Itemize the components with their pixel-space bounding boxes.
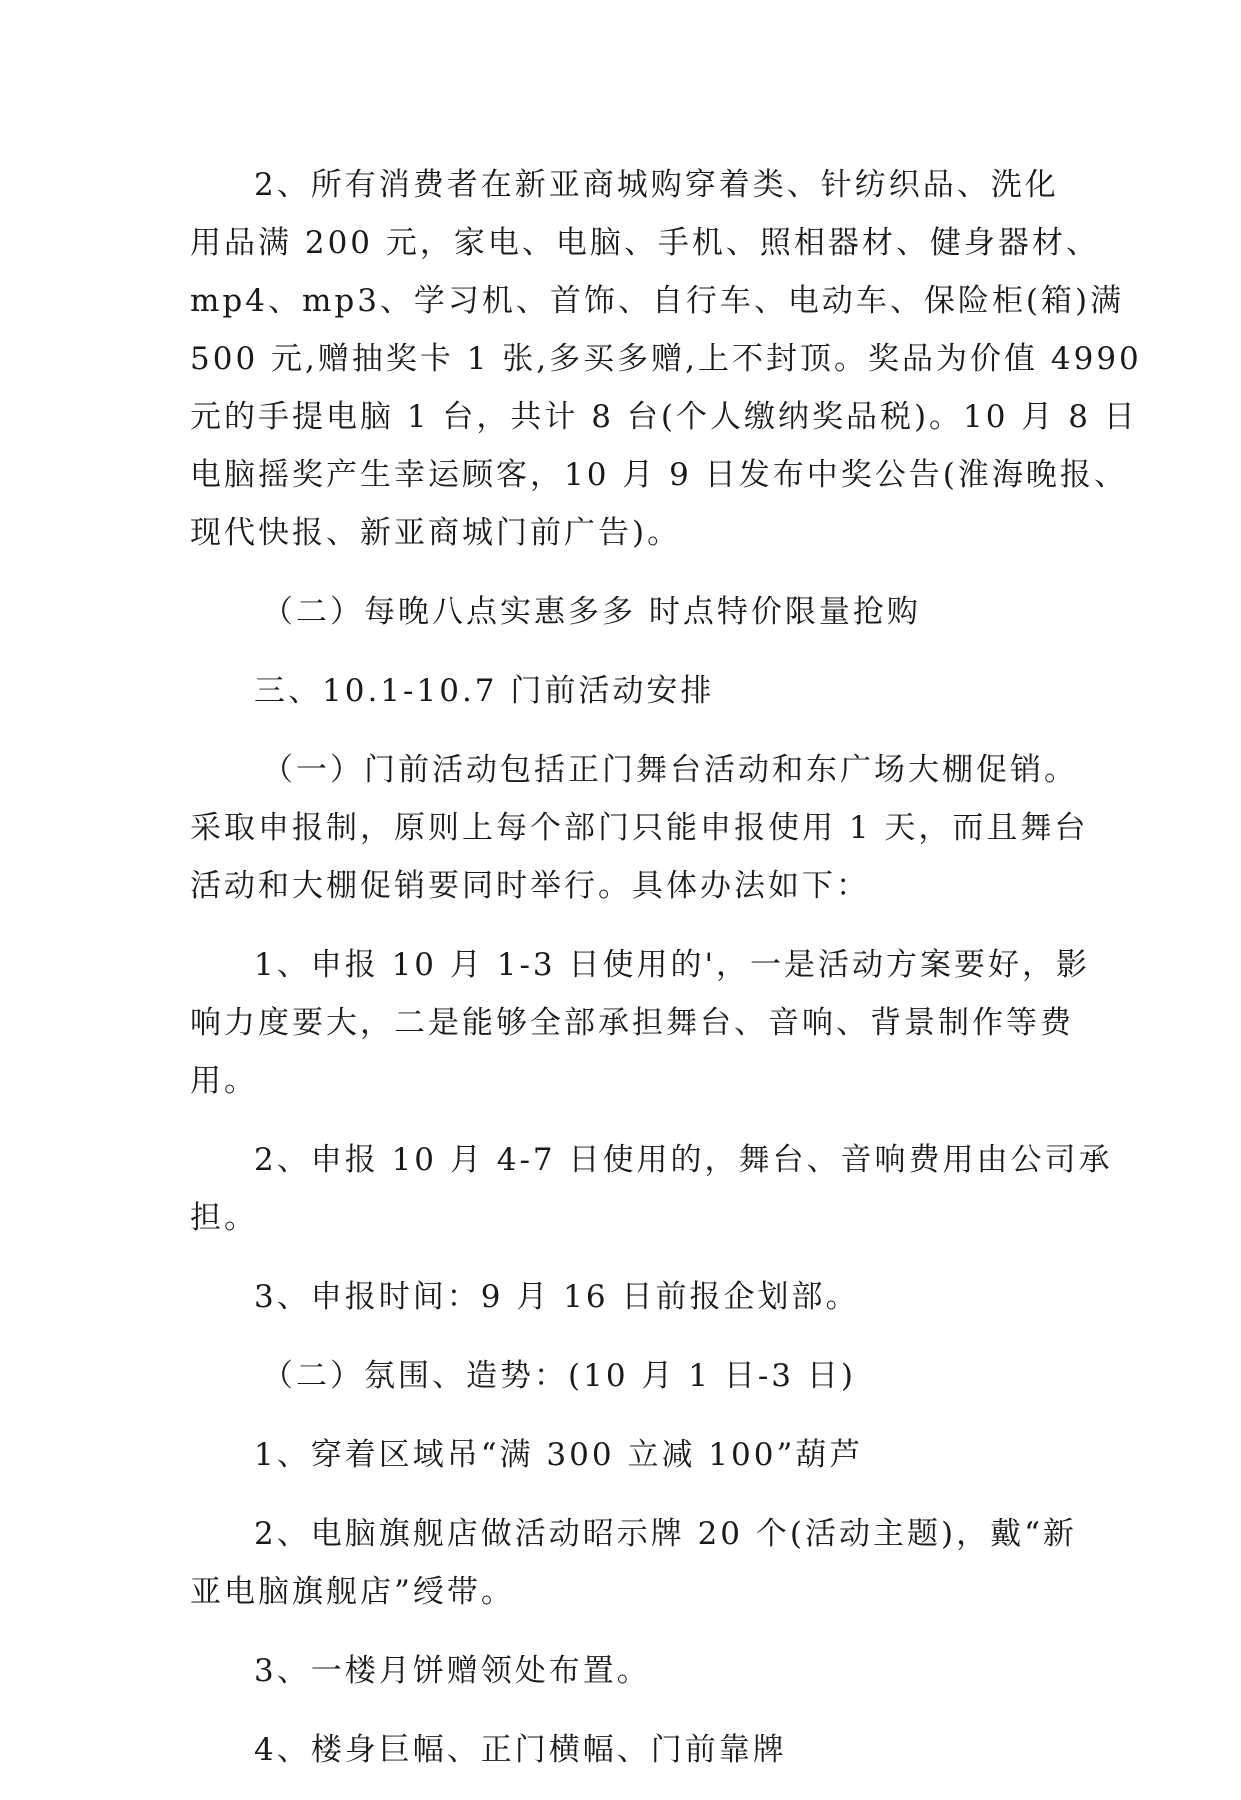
text-line: 2、所有消费者在新亚商城购穿着类、针纺织品、洗化	[254, 167, 1059, 203]
text-line: 担。	[190, 1200, 258, 1236]
paragraph-p4	[190, 741, 1089, 915]
paragraph-p7	[190, 1268, 1070, 1326]
text-line: 2、电脑旗舰店做活动昭示牌 20 个(活动主题)，戴“新	[254, 1516, 1077, 1552]
paragraph-p11	[190, 1642, 1070, 1700]
text-line: 3、一楼月饼赠领处布置。	[254, 1653, 651, 1689]
text-line: 4、楼身巨幅、正门横幅、门前靠牌	[254, 1732, 787, 1768]
paragraph-p1	[190, 156, 1142, 562]
text-line: 用品满 200 元，家电、电脑、手机、照相器材、健身器材、	[190, 225, 1100, 261]
paragraph-p2	[190, 583, 1070, 641]
text-line: （二）氛围、造势：(10 月 1 日-3 日)	[262, 1358, 856, 1394]
text-line: 三、10.1-10.7 门前活动安排	[254, 673, 715, 709]
text-line: mp4、mp3、学习机、首饰、自行车、电动车、保险柜(箱)满	[190, 283, 1125, 319]
text-line: 现代快报、新亚商城门前广告)。	[190, 515, 682, 551]
text-line: 响力度要大，二是能够全部承担舞台、音响、背景制作等费	[190, 1005, 1074, 1041]
text-line: 用。	[190, 1063, 258, 1099]
text-line: 采取申报制，原则上每个部门只能申报使用 1 天，而且舞台	[190, 810, 1089, 846]
text-line: 1、申报 10 月 1-3 日使用的'，一是活动方案要好，影	[254, 947, 1091, 983]
paragraph-p10	[190, 1505, 1077, 1621]
text-line: 1、穿着区域吊“满 300 立减 100”葫芦	[254, 1437, 864, 1473]
paragraph-p8	[190, 1347, 1070, 1405]
text-line: 活动和大棚促销要同时举行。具体办法如下：	[190, 868, 870, 904]
paragraph-p5	[190, 936, 1091, 1110]
text-line: 亚电脑旗舰店”绶带。	[190, 1574, 515, 1610]
paragraph-p9	[190, 1426, 1070, 1484]
text-line: （二）每晚八点实惠多多 时点特价限量抢购	[262, 594, 921, 630]
paragraph-p6	[190, 1131, 1113, 1247]
text-line: 元的手提电脑 1 台，共计 8 台(个人缴纳奖品税)。10 月 8 日	[190, 399, 1138, 435]
paragraph-p3	[190, 662, 1070, 720]
text-line: （一）门前活动包括正门舞台活动和东广场大棚促销。	[262, 752, 1078, 788]
text-line: 2、申报 10 月 4-7 日使用的，舞台、音响费用由公司承	[254, 1142, 1113, 1178]
text-line: 3、申报时间：9 月 16 日前报企划部。	[254, 1279, 860, 1315]
text-line: 500 元,赠抽奖卡 1 张,多买多赠,上不封顶。奖品为价值 4990	[190, 341, 1142, 377]
text-line: 电脑摇奖产生幸运顾客，10 月 9 日发布中奖公告(淮海晚报、	[190, 457, 1128, 493]
document-body	[190, 156, 1142, 1800]
paragraph-p12	[190, 1721, 1070, 1779]
